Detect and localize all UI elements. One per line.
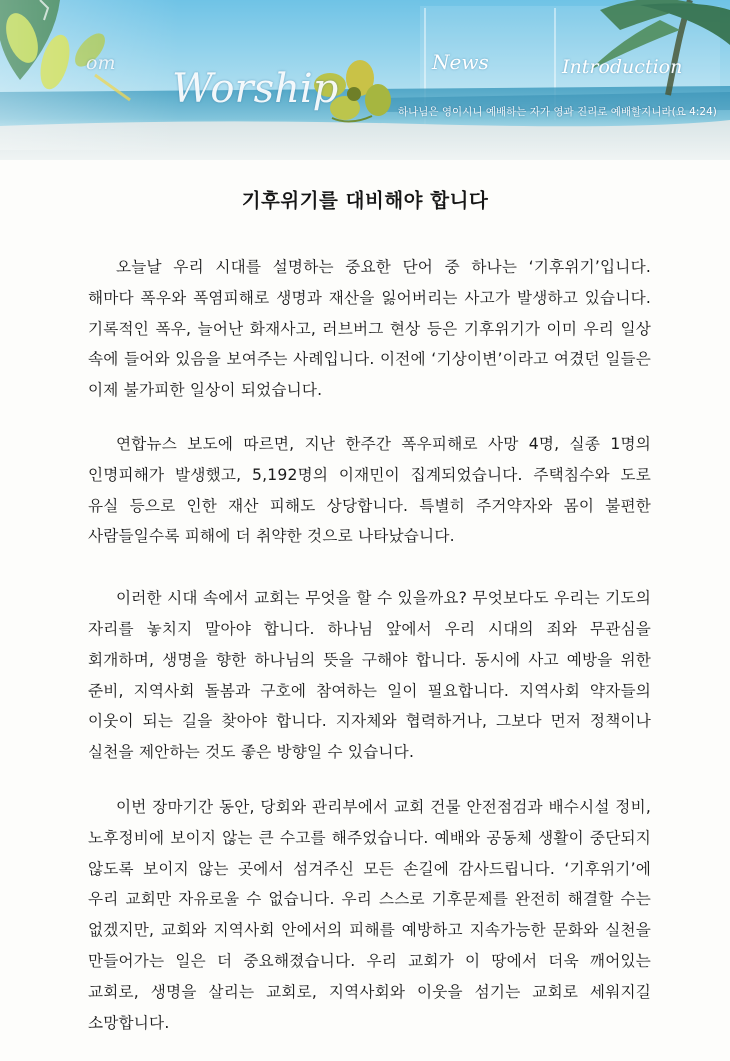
article-paragraph: 연합뉴스 보도에 따르면, 지난 한주간 폭우피해로 사망 4명, 실종 1명의 인명피해가 발생했고, 5,192명의 이재민이 집계되었습니다. 주택침수와 도로 유실 등으로 인한 재산 피해도 상당합니다. 특별히 주거약자와 몸이 불편한 사람들일수록 피해에 더 취약한 것으로 나타났습니다. (88, 434, 651, 546)
banner-bible-verse: 하나님은 영이시니 예배하는 자가 영과 진리로 예배할지니라(요 4:24) (398, 106, 717, 118)
beach-scene-illustration (0, 0, 730, 185)
banner-nav-partial-label: om (86, 52, 116, 74)
article-paragraph: 이번 장마기간 동안, 당회와 관리부에서 교회 건물 안전점검과 배수시설 정비, 노후정비에 보이지 않는 큰 수고를 해주었습니다. 예배와 공동체 생활이 중단되지 않도록 보이지 않는 곳에서 섬겨주신 모든 손길에 감사드립니다. ‘기후위기’에 우리 교회만 자유로울 수 없습니다. 우리 스스로 기후문제를 완전히 해결할 수는 없겠지만, 교회와 지역사회 안에서의 피해를 예방하고 지속가능한 문화와 실천을 만들어가는 일은 더 중요해졌습니다. 우리 교회가 이 땅에서 더욱 깨어있는 교회로, 생명을 살리는 교회로, 지역사회와 이웃을 섬기는 교회로 세워지길 소망합니다. (88, 797, 651, 1032)
banner-news-label: News (432, 50, 489, 74)
banner-worship-label: Worship (172, 66, 339, 112)
header-banner (0, 0, 730, 185)
article-paragraph: 오늘날 우리 시대를 설명하는 중요한 단어 중 하나는 ‘기후위기’입니다. 해마다 폭우와 폭염피해로 생명과 재산을 잃어버리는 사고가 발생하고 있습니다. 기록적인 폭우, 늘어난 화재사고, 러브버그 현상 등은 기후위기가 이미 우리 일상 속에 들어와 있음을 보여주는 사례입니다. 이전에 ‘기상이변’이라고 여겼던 일들은 이제 불가피한 일상이 되었습니다. (88, 258, 651, 400)
banner-introduction-label: Introduction (562, 56, 683, 78)
article-paragraph: 이러한 시대 속에서 교회는 무엇을 할 수 있을까요? 무엇보다도 우리는 기도의 자리를 놓치지 말아야 합니다. 하나님 앞에서 우리 시대의 죄와 무관심을 회개하며, 생명을 향한 하나님의 뜻을 구해야 합니다. 동시에 사고 예방을 위한 준비, 지역사회 돌봄과 구호에 참여하는 일이 필요합니다. 지역사회 약자들의 이웃이 되는 길을 찾아야 합니다. 지자체와 협력하거나, 그보다 먼저 정책이나 실천을 제안하는 것도 좋은 방향일 수 있습니다. (88, 589, 651, 762)
article-title: 기후위기를 대비해야 합니다 (241, 189, 489, 212)
article-body (88, 252, 651, 1061)
